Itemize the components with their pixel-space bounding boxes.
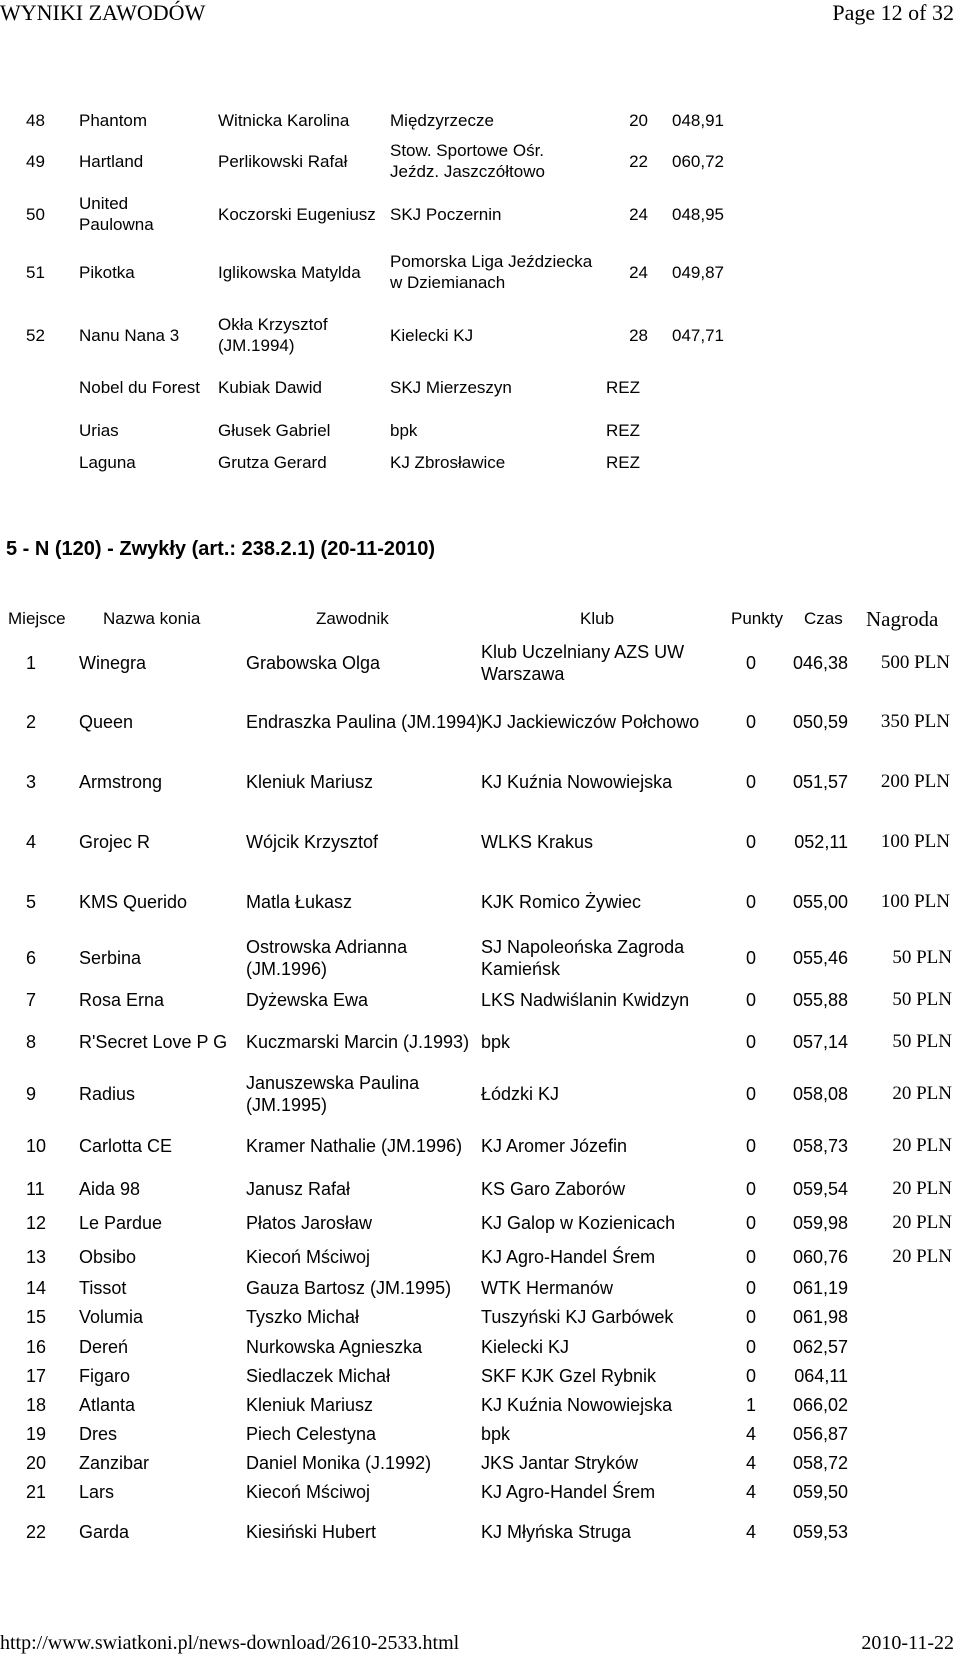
place-cell: 17: [26, 1366, 47, 1386]
rider-cell: Janusz Rafał: [246, 1179, 351, 1199]
points-cell: 0: [745, 1278, 756, 1298]
place-cell: 16: [26, 1337, 47, 1357]
rider-cell: Kiecoń Mściwoj: [246, 1247, 371, 1267]
horse-name-cell: Figaro: [79, 1366, 131, 1386]
time-cell: 059,53: [792, 1522, 848, 1542]
points-cell: 0: [745, 1307, 756, 1327]
table-row: [0, 875, 960, 929]
place-cell: 49: [26, 151, 45, 171]
horse-name-cell: Winegra: [79, 653, 147, 673]
points-cell: 0: [745, 772, 756, 792]
prize-cell: 20 PLN: [892, 1246, 952, 1267]
club-cell: SKJ Mierzeszyn: [390, 377, 512, 397]
rider-cell: Okła Krzysztof (JM.1994): [218, 315, 328, 355]
time-cell: 057,14: [792, 1032, 848, 1052]
table-row: [0, 131, 960, 191]
club-cell: WTK Hermanów: [481, 1278, 614, 1298]
place-cell: 15: [26, 1307, 47, 1327]
rider-cell: Kramer Nathalie (JM.1996): [246, 1136, 463, 1156]
club-cell: Łódzki KJ: [481, 1084, 560, 1104]
place-cell: 2: [26, 712, 37, 732]
points-cell: 0: [745, 1213, 756, 1233]
club-cell: bpk: [481, 1032, 511, 1052]
time-cell: 058,73: [792, 1136, 848, 1156]
prize-cell: 100 PLN: [880, 891, 950, 912]
rider-cell: Wójcik Krzysztof: [246, 832, 379, 852]
club-cell: Klub Uczelniany AZS UW Warszawa: [481, 642, 685, 684]
footer-url: http://www.swiatkoni.pl/news-download/2610-2533.html: [0, 1632, 460, 1654]
horse-name-cell: R'Secret Love P G: [79, 1032, 228, 1052]
time-cell: 058,72: [792, 1453, 848, 1473]
prize-cell: 50 PLN: [892, 947, 952, 968]
club-cell: KJ Kuźnia Nowowiejska: [481, 1395, 673, 1415]
column-header: Czas: [804, 609, 843, 628]
place-cell: 8: [26, 1032, 37, 1052]
place-cell: 50: [26, 204, 45, 224]
table-row: [0, 1015, 960, 1069]
club-cell: bpk: [481, 1424, 511, 1444]
time-cell: 050,59: [792, 712, 848, 732]
horse-name-cell: Nanu Nana 3: [79, 325, 180, 345]
column-header: Klub: [580, 609, 615, 628]
time-cell: 055,00: [792, 892, 848, 912]
horse-name-cell: Rosa Erna: [79, 990, 165, 1010]
rider-cell: Kleniuk Mariusz: [246, 772, 374, 792]
club-cell: LKS Nadwiślanin Kwidzyn: [481, 990, 690, 1010]
horse-name-cell: Urias: [79, 420, 119, 440]
time-cell: 049,87: [672, 262, 724, 282]
table-row: [0, 755, 960, 809]
rider-cell: Gauza Bartosz (JM.1995): [246, 1278, 452, 1298]
time-cell: 062,57: [792, 1337, 848, 1357]
horse-name-cell: Phantom: [79, 110, 148, 130]
horse-name-cell: Radius: [79, 1084, 136, 1104]
prize-cell: 500 PLN: [880, 652, 950, 673]
rider-cell: Piech Celestyna: [246, 1424, 377, 1444]
time-cell: 058,08: [792, 1084, 848, 1104]
prize-cell: 20 PLN: [892, 1083, 952, 1104]
table-row: [0, 242, 960, 302]
prize-cell: 20 PLN: [892, 1178, 952, 1199]
prize-cell: 50 PLN: [892, 1031, 952, 1052]
rider-cell: Iglikowska Matylda: [218, 262, 361, 282]
prize-cell: 100 PLN: [880, 831, 950, 852]
rider-cell: Januszewska Paulina (JM.1995): [246, 1073, 420, 1115]
club-cell: SKF KJK Gzel Rybnik: [481, 1366, 657, 1386]
points-cell: 0: [745, 892, 756, 912]
section-title: 5 - N (120) - Zwykły (art.: 238.2.1) (20-11-2010): [6, 538, 436, 560]
points-cell: 28: [629, 325, 648, 345]
rider-cell: Endraszka Paulina (JM.1994): [246, 712, 483, 732]
place-cell: 20: [26, 1453, 47, 1473]
rider-cell: Płatos Jarosław: [246, 1213, 373, 1233]
horse-name-cell: Grojec R: [79, 832, 151, 852]
rider-cell: Grutza Gerard: [218, 452, 327, 472]
time-cell: 051,57: [792, 772, 848, 792]
points-cell: 0: [745, 1179, 756, 1199]
horse-name-cell: Aida 98: [79, 1179, 141, 1199]
time-cell: 052,11: [794, 832, 848, 852]
rider-cell: Grabowska Olga: [246, 653, 381, 673]
rider-cell: Kubiak Dawid: [218, 377, 322, 397]
points-cell: 0: [745, 1136, 756, 1156]
horse-name-cell: Pikotka: [79, 262, 135, 282]
time-cell: 048,95: [672, 204, 724, 224]
horse-name-cell: Serbina: [79, 948, 142, 968]
horse-name-cell: Obsibo: [79, 1247, 137, 1267]
club-cell: SJ Napoleońska Zagroda Kamieńsk: [481, 937, 685, 979]
footer-date: 2010-11-22: [861, 1632, 954, 1654]
rider-cell: Siedlaczek Michał: [246, 1366, 391, 1386]
horse-name-cell: United Paulowna: [79, 194, 154, 234]
club-cell: KJ Agro-Handel Śrem: [481, 1247, 656, 1267]
prize-cell: 20 PLN: [892, 1212, 952, 1233]
time-cell: 059,50: [792, 1482, 848, 1502]
time-cell: [650, 432, 724, 492]
time-cell: 060,76: [792, 1247, 848, 1267]
column-header: Nagroda: [866, 607, 939, 631]
table-row: [0, 1067, 960, 1121]
time-cell: 064,11: [794, 1366, 848, 1386]
table-row: [0, 184, 960, 244]
time-cell: 059,98: [792, 1213, 848, 1233]
rider-cell: Koczorski Eugeniusz: [218, 204, 376, 224]
horse-name-cell: Carlotta CE: [79, 1136, 173, 1156]
club-cell: Tuszyński KJ Garbówek: [481, 1307, 674, 1327]
points-cell: 22: [629, 151, 648, 171]
column-header: Miejsce: [8, 609, 66, 628]
column-header: Punkty: [731, 609, 783, 628]
rider-cell: Kleniuk Mariusz: [246, 1395, 374, 1415]
rider-cell: Dyżewska Ewa: [246, 990, 369, 1010]
rider-cell: Kuczmarski Marcin (J.1993): [246, 1032, 470, 1052]
place-cell: 9: [26, 1084, 37, 1104]
rider-cell: Perlikowski Rafał: [218, 151, 348, 171]
table-row: [0, 305, 960, 365]
club-cell: KJ Agro-Handel Śrem: [481, 1482, 656, 1502]
points-cell: 20: [629, 110, 648, 130]
place-cell: 4: [26, 832, 37, 852]
rider-cell: Kiesiński Hubert: [246, 1522, 377, 1542]
horse-name-cell: Zanzibar: [79, 1453, 150, 1473]
place-cell: 11: [26, 1179, 45, 1199]
club-cell: WLKS Krakus: [481, 832, 594, 852]
place-cell: [26, 432, 70, 492]
rider-cell: Witnicka Karolina: [218, 110, 350, 130]
club-cell: Pomorska Liga Jeździecka w Dziemianach: [390, 252, 593, 292]
place-cell: 19: [26, 1424, 47, 1444]
prize-cell: 350 PLN: [880, 711, 950, 732]
horse-name-cell: KMS Querido: [79, 892, 188, 912]
club-cell: Kielecki KJ: [390, 325, 474, 345]
points-cell: 0: [745, 1337, 756, 1357]
time-cell: 066,02: [792, 1395, 848, 1415]
club-cell: KJ Galop w Kozienicach: [481, 1213, 676, 1233]
table-row: [0, 432, 960, 492]
rider-cell: Nurkowska Agnieszka: [246, 1337, 423, 1357]
points-cell: 4: [745, 1482, 756, 1502]
horse-name-cell: Tissot: [79, 1278, 127, 1298]
time-cell: 055,46: [792, 948, 848, 968]
club-cell: Kielecki KJ: [481, 1337, 570, 1357]
club-cell: SKJ Poczernin: [390, 204, 502, 224]
rider-cell: Matla Łukasz: [246, 892, 353, 912]
place-cell: 14: [26, 1278, 47, 1298]
points-cell: 0: [745, 712, 756, 732]
time-cell: 061,19: [792, 1278, 848, 1298]
time-cell: 046,38: [792, 653, 848, 673]
club-cell: bpk: [390, 420, 418, 440]
time-cell: 048,91: [672, 110, 724, 130]
horse-name-cell: Laguna: [79, 452, 136, 472]
club-cell: KJK Romico Żywiec: [481, 892, 642, 912]
points-cell: 4: [745, 1453, 756, 1473]
place-cell: 5: [26, 892, 37, 912]
page-header-title: WYNIKI ZAWODÓW: [0, 0, 206, 25]
horse-name-cell: Atlanta: [79, 1395, 136, 1415]
points-cell: 0: [745, 1084, 756, 1104]
points-cell: 0: [745, 948, 756, 968]
rider-cell: Tyszko Michał: [246, 1307, 360, 1327]
table-row: [0, 1505, 960, 1559]
horse-name-cell: Dereń: [79, 1337, 129, 1357]
horse-name-cell: Nobel du Forest: [79, 377, 200, 397]
horse-name-cell: Lars: [79, 1482, 115, 1502]
horse-name-cell: Dres: [79, 1424, 118, 1444]
place-cell: 1: [26, 653, 37, 673]
table-row: [0, 636, 960, 690]
prize-cell: 200 PLN: [880, 771, 950, 792]
rider-cell: Kiecoń Mściwoj: [246, 1482, 371, 1502]
prize-cell: 20 PLN: [892, 1135, 952, 1156]
rider-cell: Daniel Monika (J.1992): [246, 1453, 432, 1473]
place-cell: 52: [26, 325, 45, 345]
points-cell: REZ: [606, 452, 640, 472]
place-cell: 13: [26, 1247, 47, 1267]
place-cell: 22: [26, 1522, 47, 1542]
horse-name-cell: Armstrong: [79, 772, 163, 792]
horse-name-cell: Queen: [79, 712, 134, 732]
place-cell: 7: [26, 990, 37, 1010]
horse-name-cell: Volumia: [79, 1307, 144, 1327]
points-cell: 0: [745, 1247, 756, 1267]
place-cell: 10: [26, 1136, 47, 1156]
rider-cell: Ostrowska Adrianna (JM.1996): [246, 937, 408, 979]
rider-cell: Głusek Gabriel: [218, 420, 331, 440]
table-row: [0, 695, 960, 749]
horse-name-cell: Hartland: [79, 151, 144, 171]
points-cell: 0: [745, 1366, 756, 1386]
page-number: Page 12 of 32: [832, 0, 954, 25]
prize-cell: 50 PLN: [892, 989, 952, 1010]
time-cell: 047,71: [672, 325, 724, 345]
club-cell: Międzyrzecze: [390, 110, 494, 130]
place-cell: 6: [26, 948, 37, 968]
horse-name-cell: Le Pardue: [79, 1213, 163, 1233]
place-cell: 21: [26, 1482, 47, 1502]
time-cell: 061,98: [792, 1307, 848, 1327]
column-header: Zawodnik: [316, 609, 389, 628]
place-cell: 3: [26, 772, 37, 792]
club-cell: KJ Jackiewiczów Połchowo: [481, 712, 700, 732]
points-cell: 0: [745, 832, 756, 852]
club-cell: KJ Zbrosławice: [390, 452, 506, 472]
points-cell: REZ: [606, 377, 640, 397]
club-cell: KJ Młyńska Struga: [481, 1522, 632, 1542]
points-cell: 24: [629, 204, 648, 224]
place-cell: 51: [26, 262, 45, 282]
column-header: Nazwa konia: [103, 609, 201, 628]
table-row: [0, 815, 960, 869]
place-cell: 12: [26, 1213, 47, 1233]
club-cell: KS Garo Zaborów: [481, 1179, 626, 1199]
time-cell: 060,72: [672, 151, 724, 171]
time-cell: 056,87: [792, 1424, 848, 1444]
club-cell: JKS Jantar Stryków: [481, 1453, 639, 1473]
points-cell: 0: [745, 990, 756, 1010]
prize-cell: [860, 1505, 952, 1559]
points-cell: 4: [745, 1522, 756, 1542]
club-cell: KJ Kuźnia Nowowiejska: [481, 772, 673, 792]
club-cell: Stow. Sportowe Ośr. Jeźdz. Jaszczółtowo: [390, 141, 545, 181]
horse-name-cell: Garda: [79, 1522, 130, 1542]
time-cell: 059,54: [792, 1179, 848, 1199]
place-cell: 48: [26, 110, 45, 130]
points-cell: 1: [745, 1395, 756, 1415]
time-cell: 055,88: [792, 990, 848, 1010]
points-cell: 0: [745, 1032, 756, 1052]
club-cell: KJ Aromer Józefin: [481, 1136, 628, 1156]
place-cell: 18: [26, 1395, 47, 1415]
points-cell: 4: [745, 1424, 756, 1444]
points-cell: REZ: [606, 420, 640, 440]
points-cell: 24: [629, 262, 648, 282]
points-cell: 0: [745, 653, 756, 673]
